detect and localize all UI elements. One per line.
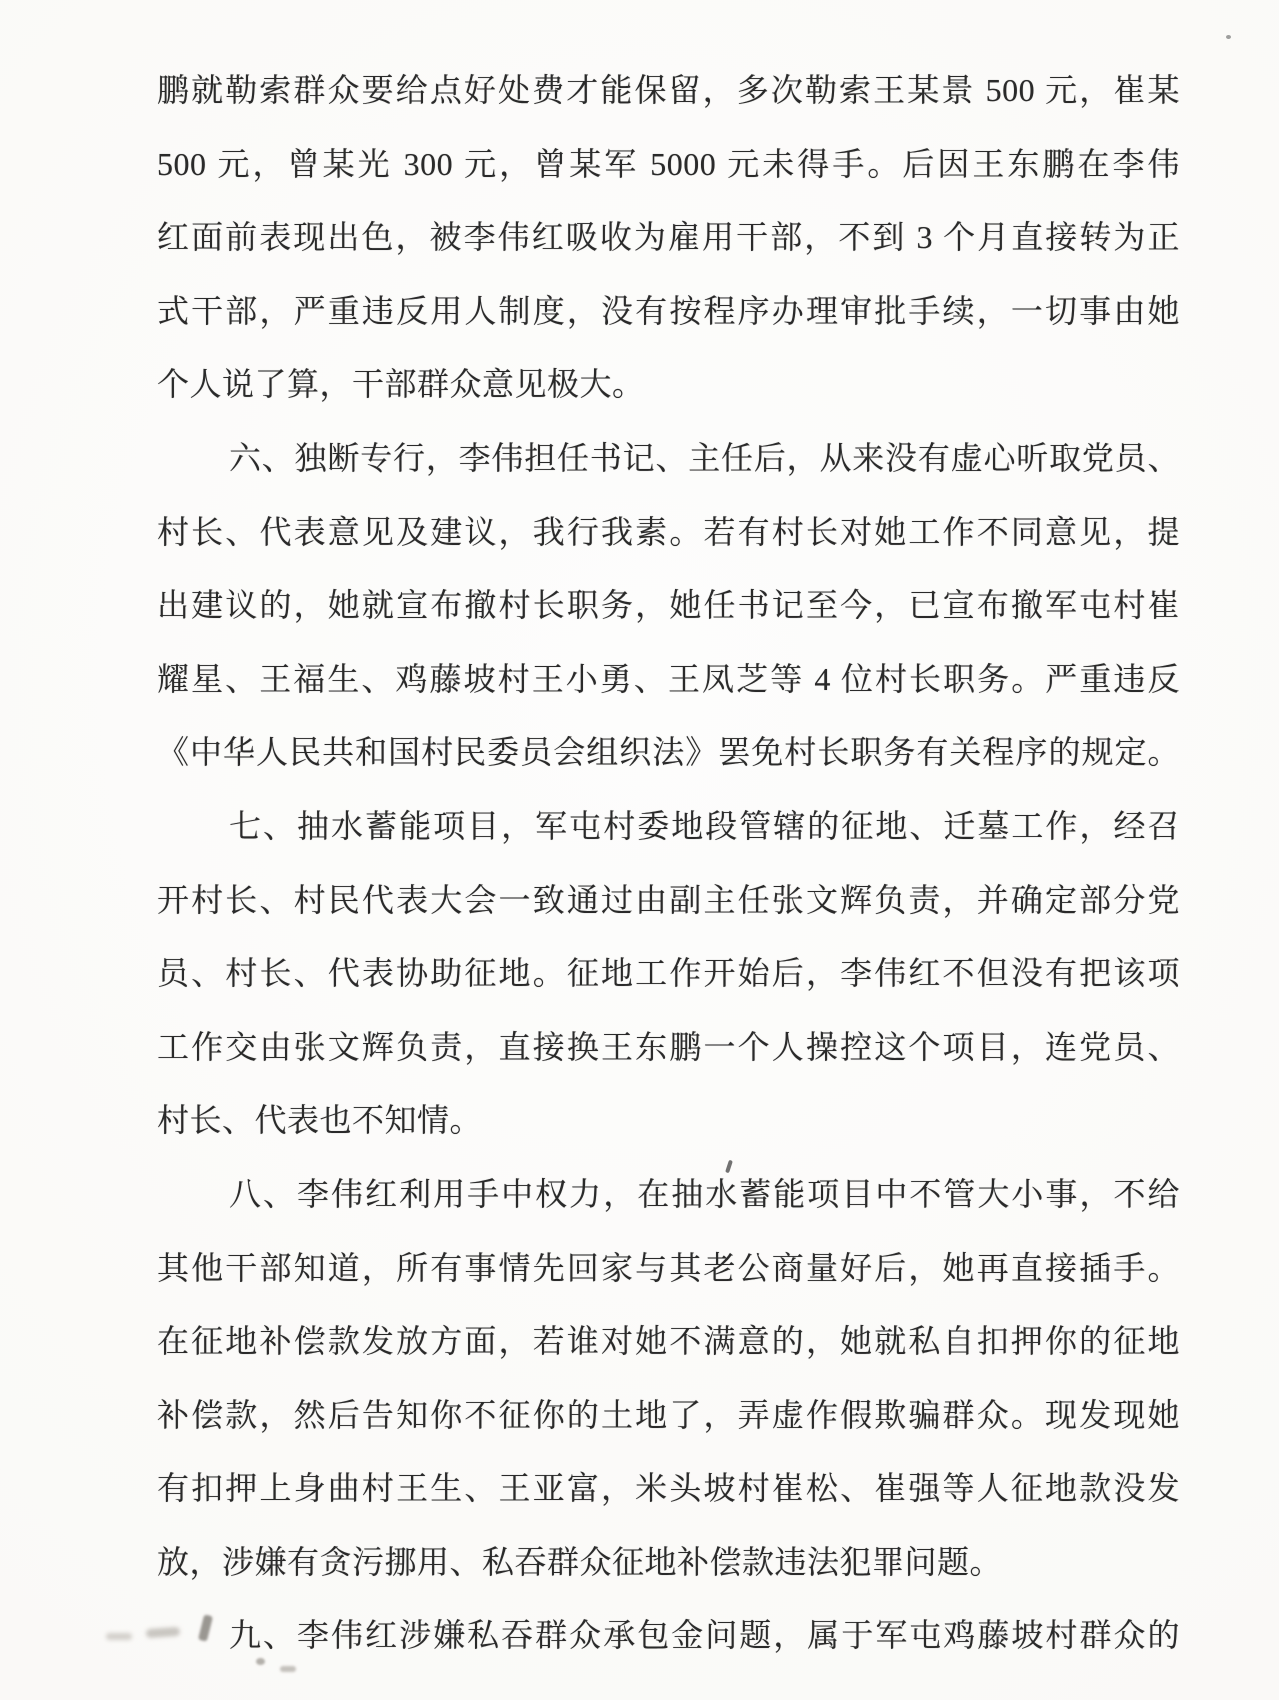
text-line: 出建议的，她就宣布撤村长职务，她任书记至今，已宣布撤军屯村崔: [157, 587, 1180, 624]
scan-smudge: [106, 1633, 132, 1640]
text-line: 开村长、村民代表大会一致通过由副主任张文辉负责，并确定部分党: [157, 881, 1180, 918]
document-text-block: [157, 54, 1180, 1673]
text-line: 九、李伟红涉嫌私吞群众承包金问题，属于军屯鸡藤坡村群众的: [229, 1617, 1180, 1654]
text-line: 员、村长、代表协助征地。征地工作开始后，李伟红不但没有把该项: [157, 955, 1180, 992]
text-line: 村长、代表意见及建议，我行我素。若有村长对她工作不同意见，提: [157, 513, 1180, 550]
text-line: 其他干部知道，所有事情先回家与其老公商量好后，她再直接插手。: [157, 1249, 1180, 1286]
text-line: 有扣押上身曲村王生、王亚富，米头坡村崔松、崔强等人征地款没发: [157, 1470, 1180, 1507]
text-line: 六、独断专行，李伟担任书记、主任后，从来没有虚心听取党员、: [229, 439, 1180, 476]
text-line: 式干部，严重违反用人制度，没有按程序办理审批手续，一切事由她: [157, 292, 1180, 329]
text-line: 500 元，曾某光 300 元，曾某军 5000 元未得手。后因王东鹏在李伟: [157, 145, 1180, 182]
text-line: 放，涉嫌有贪污挪用、私吞群众征地补偿款违法犯罪问题。: [157, 1543, 1003, 1580]
text-line: 个人说了算，干部群众意见极大。: [157, 366, 645, 403]
text-line: 七、抽水蓄能项目，军屯村委地段管辖的征地、迁墓工作，经召: [229, 807, 1180, 844]
text-line: 八、李伟红利用手中权力，在抽水蓄能项目中不管大小事，不给: [229, 1175, 1180, 1212]
text-line: 红面前表现出色，被李伟红吸收为雇用干部，不到 3 个月直接转为正: [157, 219, 1180, 256]
text-line: 补偿款，然后告知你不征你的土地了，弄虚作假欺骗群众。现发现她: [157, 1396, 1180, 1433]
text-line: 鹏就勒索群众要给点好处费才能保留，多次勒索王某景 500 元，崔某: [157, 72, 1180, 108]
scan-speck: [1226, 35, 1231, 39]
text-line: 《中华人民共和国村民委员会组织法》罢免村长职务有关程序的规定。: [157, 734, 1180, 771]
text-line: 工作交由张文辉负责，直接换王东鹏一个人操控这个项目，连党员、: [157, 1028, 1180, 1065]
text-line: 耀星、王福生、鸡藤坡村王小勇、王凤芝等 4 位村长职务。严重违反: [157, 660, 1180, 697]
text-line: 在征地补偿款发放方面，若谁对她不满意的，她就私自扣押你的征地: [157, 1323, 1180, 1360]
text-line: 村长、代表也不知情。: [157, 1102, 483, 1139]
